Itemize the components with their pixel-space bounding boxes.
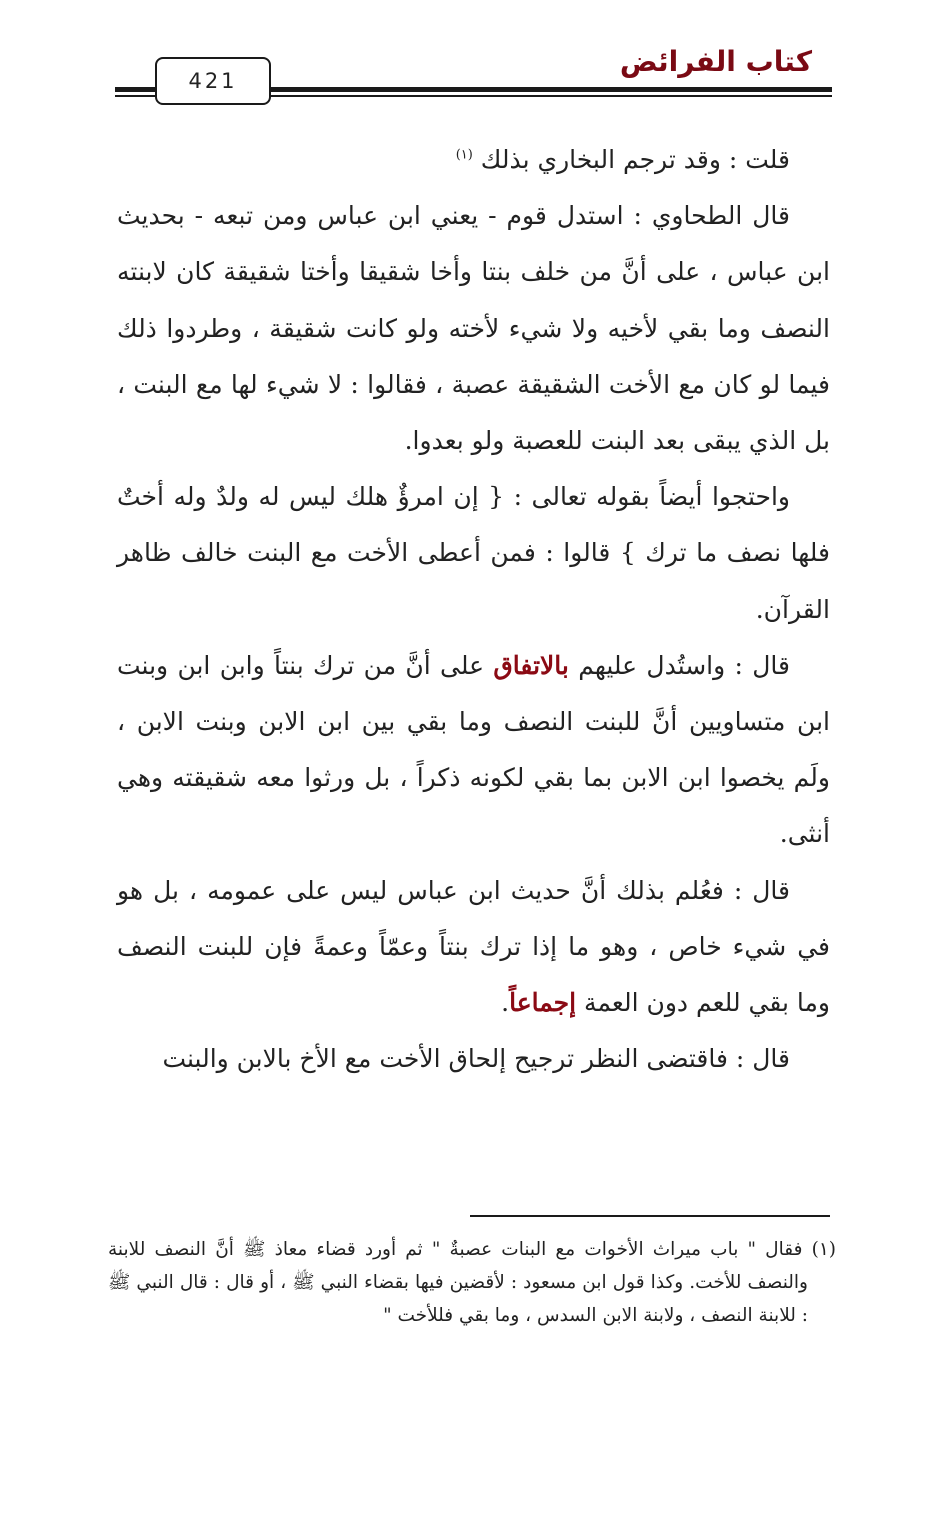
page-number: 421 — [155, 57, 271, 105]
paragraph-3: واحتجوا أيضاً بقوله تعالى : { إن امرؤٌ هلك ليس له ولدٌ وله أختٌ فلها نصف ما ترك } قالوا : فمن أعطى الأخت مع البنت خالف ظاهر القرآن. — [117, 482, 830, 624]
paragraph-6: قال : فاقتضى النظر ترجيح إلحاق الأخت مع الأخ بالابن والبنت — [162, 1044, 790, 1074]
paragraph-1 — [117, 132, 830, 188]
page-header — [115, 45, 832, 105]
footnote-section — [108, 1233, 836, 1332]
footnote-ref-1[interactable]: (١) — [455, 147, 473, 163]
paragraph-2: قال الطحاوي : استدل قوم - يعني ابن عباس ومن تبعه - بحديث ابن عباس ، على أنَّ من خلف بنتا وأخا شقيقا وأختا شقيقة كان لابنته النصف وما بقي لأخيه ولا شيء لأخته ولو كانت شقيقة ، وطردوا ذلك فيما لو كان مع الأخت الشقيقة عصبة ، فقالوا : لا شيء لها مع البنت ، بل الذي يبقى بعد البنت للعصبة ولو بعدوا. — [117, 201, 830, 456]
paragraph-5-end: . — [501, 988, 510, 1018]
paragraph-5 — [117, 863, 830, 1032]
main-text — [117, 132, 830, 1087]
footnote-1: (١) فقال " باب ميراث الأخوات مع البنات عصبةٌ " ثم أورد قضاء معاذ ﷺ أنَّ النصف للابنة والنصف للأخت. وكذا قول ابن مسعود : لأقضين فيها بقضاء النبي ﷺ ، أو قال : قال النبي ﷺ : للابنة النصف ، ولابنة الابن السدس ، وما بقي فللأخت " — [108, 1239, 836, 1326]
running-title: كتاب الفرائض — [619, 45, 812, 78]
paragraph-4-start: قال : واستُدل عليهم — [578, 650, 790, 680]
keyword-consensus: بالاتفاق — [493, 650, 569, 680]
paragraph-4-rest: على أنَّ من ترك بنتاً وابن ابن وبنت ابن متساويين أنَّ للبنت النصف وما بقي بين ابن الابن وبنت الابن ، ولَم يخصوا ابن الابن بما بقي لكونه ذكراً ، بل ورثوا معه شقيقته وهي أنثى. — [117, 650, 830, 849]
keyword-ijma: إجماعاً — [509, 988, 577, 1018]
paragraph-5-start: قال : فعُلم بذلك أنَّ حديث ابن عباس ليس على عمومه ، بل هو في شيء خاص ، وهو ما إذا ترك بنتاً وعمّاً وعمةً فإن للبنت النصف وما بقي للعم دون العمة — [117, 875, 830, 1018]
paragraph-1-text: قلت : وقد ترجم البخاري بذلك — [480, 145, 790, 174]
footnote-separator — [470, 1215, 830, 1217]
paragraph-4 — [117, 638, 830, 863]
